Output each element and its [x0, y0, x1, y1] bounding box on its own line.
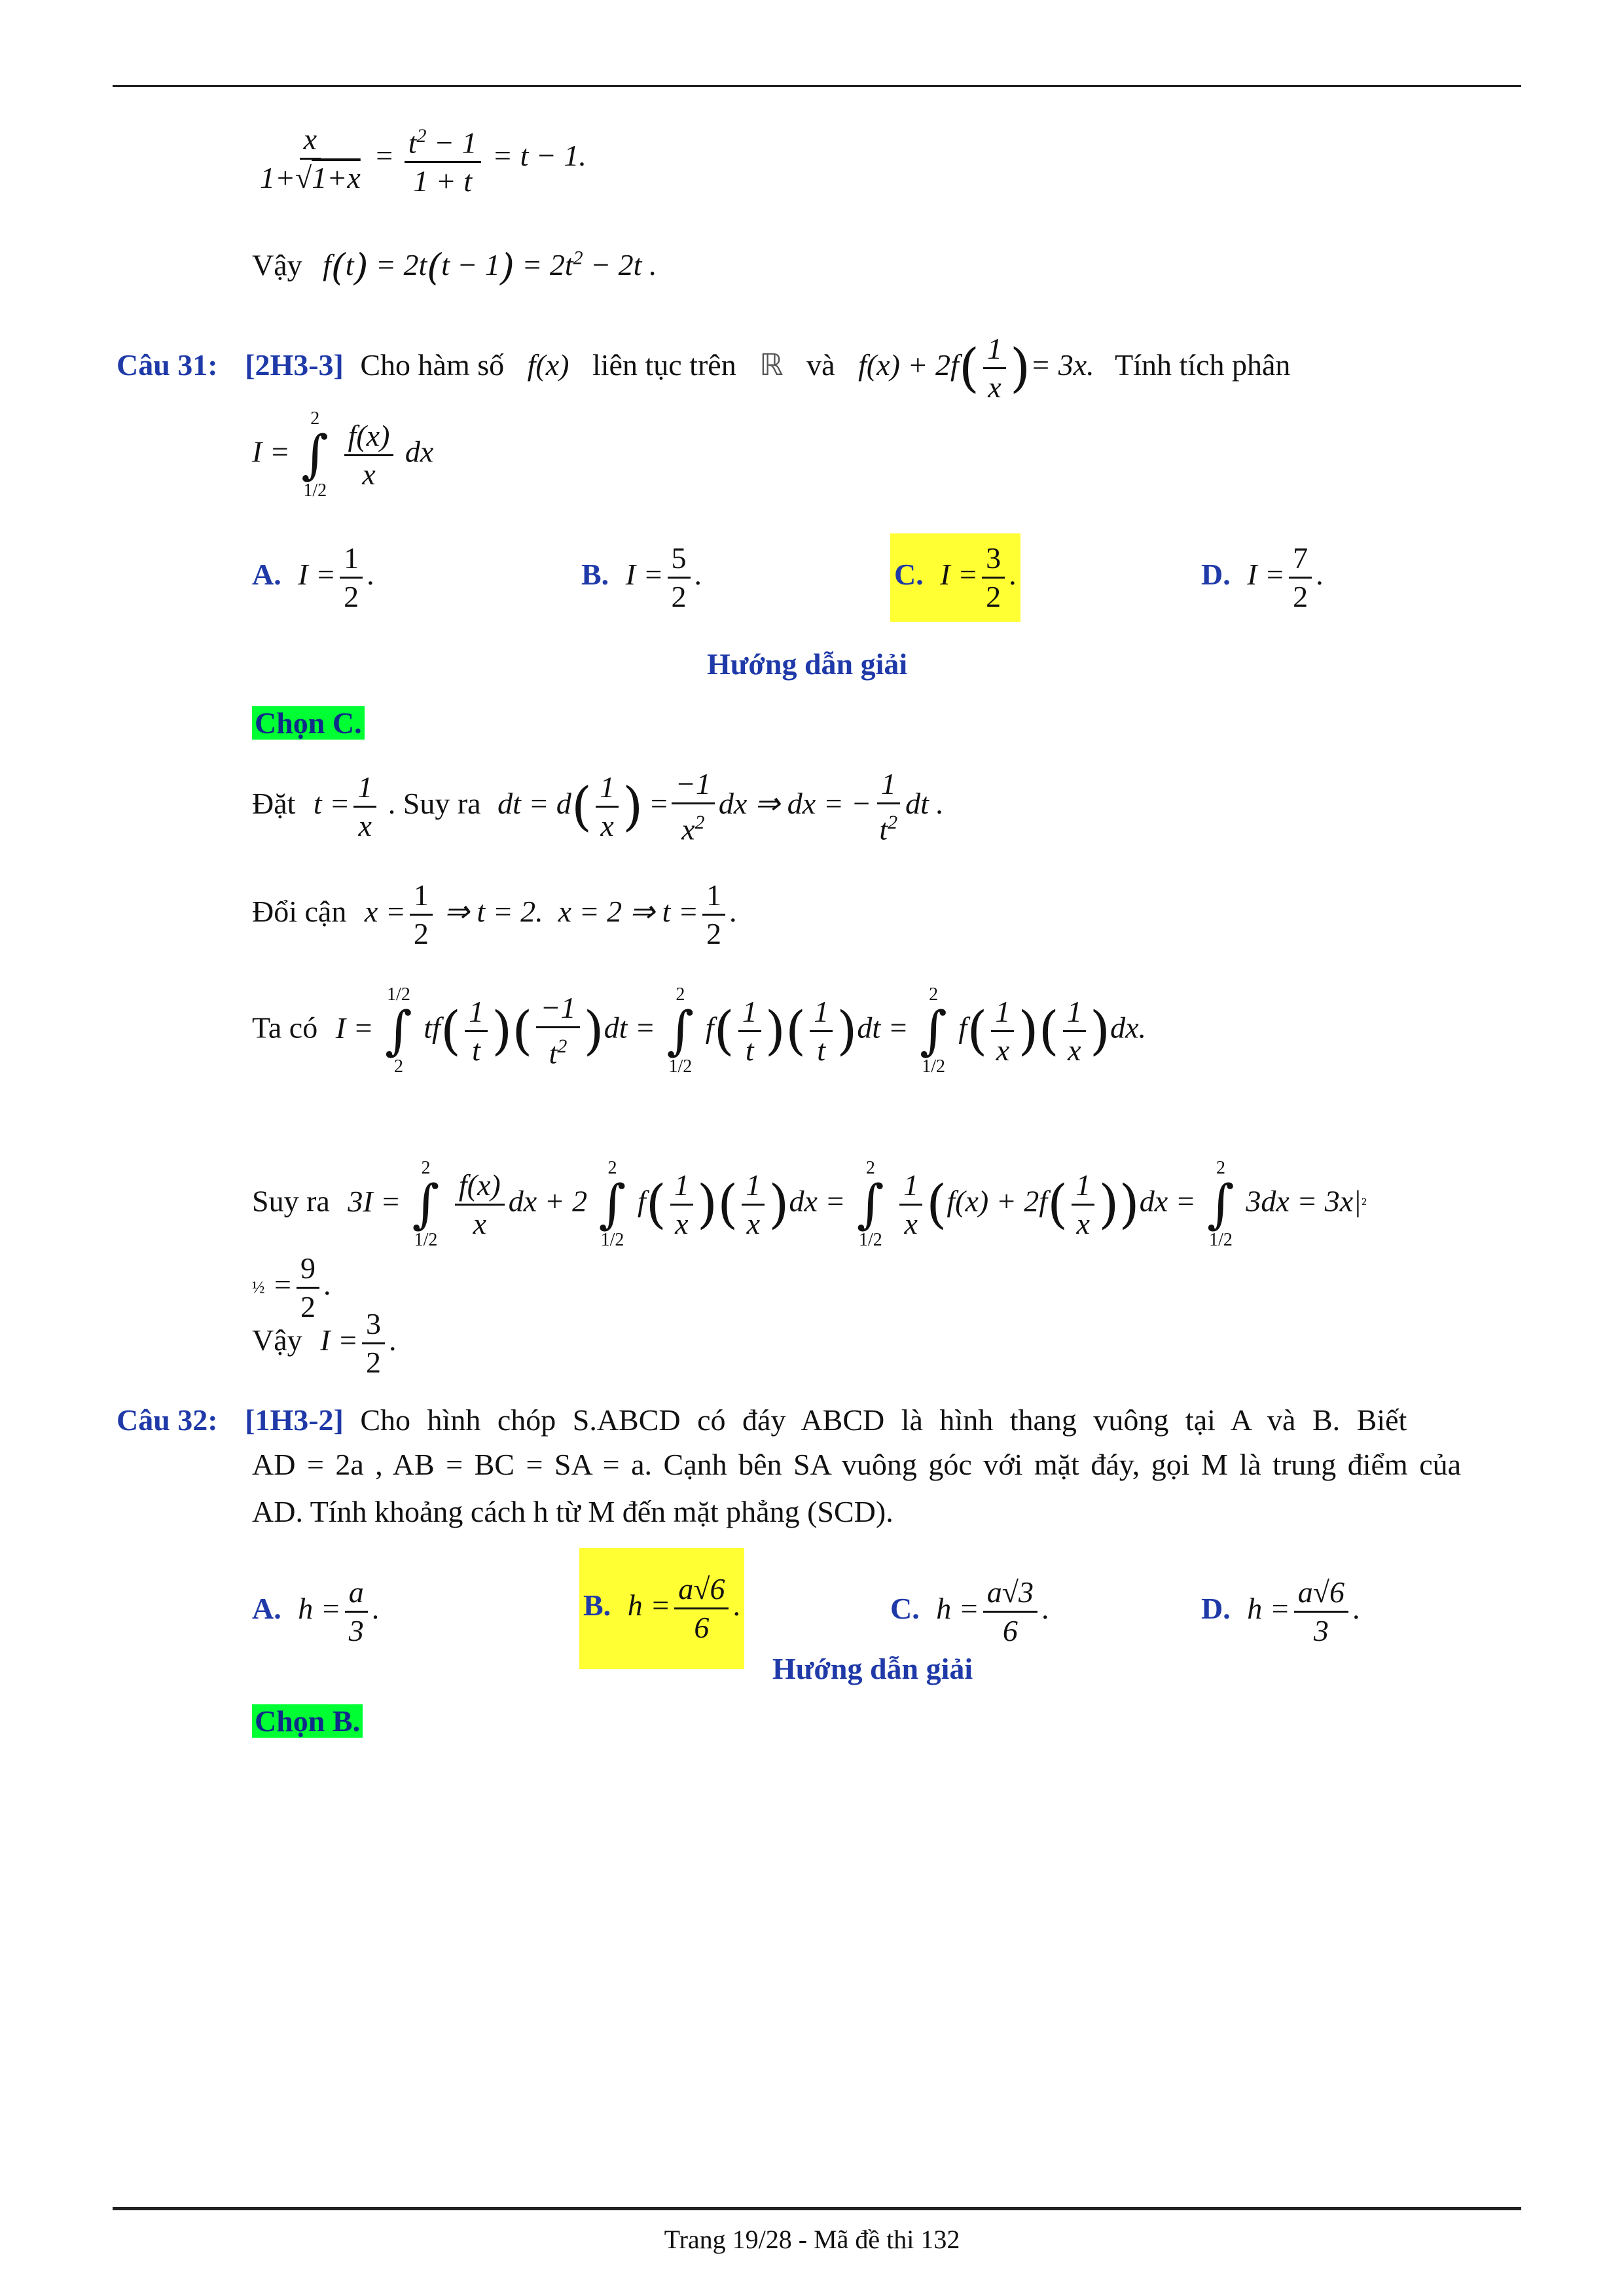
q32-option-c[interactable]: C. h = $\frac{a√3}{6}$ .	[890, 1575, 1049, 1647]
q31-text4: Tính tích phân	[1115, 348, 1291, 382]
prev-conclusion: Vậy $f(t) = 2t(t - 1) = 2t^2 - 2t$ .	[252, 246, 657, 289]
q31-step4: Suy ra 3I = 2 ∫ 1/2 $\frac{f(x)}{x}$ dx + 2 2 ∫ 1/2 f( $\frac{1}{x}$ )( $\frac{1}{x}$ )dx = 2 ∫ 1/2 $\frac{1}{x}$ (f(x) + 2f( $\frac{1}{x}$ ))dx = 2 ∫ 1/2 3dx = 3x|² ½ = $\frac{9}{2}$ .	[252, 1158, 1367, 1323]
q31-final: Vậy I = $\frac{3}{2}$ .	[252, 1307, 397, 1379]
q31-text2: liên tục trên	[592, 348, 736, 382]
q32-code: [1H3-2]	[245, 1403, 344, 1437]
q32-answer	[252, 1702, 363, 1741]
q32-answer-badge: Chọn B.	[252, 1704, 363, 1738]
q32-guide-title: Hướng dẫn giải	[772, 1652, 973, 1685]
page-footer: Trang 19/28 - Mã đề thi 132	[664, 2225, 960, 2254]
q31-option-c[interactable]: C. I = $\frac{3}{2}$ .	[890, 533, 1020, 622]
q32-option-b[interactable]: B. h = $\frac{a√6}{6}$ .	[579, 1548, 744, 1669]
q31-label: Câu 31:	[117, 348, 218, 382]
q31-code: [2H3-3]	[245, 348, 344, 382]
q31-answer	[252, 704, 365, 743]
q32-line2: AD = 2a , AB = BC = SA = a. Cạnh bên SA vuông góc với mặt đáy, gọi M là trung điểm của	[252, 1448, 1462, 1481]
q32-text-line1: Cho hình chóp S.ABCD có đáy ABCD là hình thang vuông tại A và B. Biết	[360, 1403, 1407, 1437]
header-rule	[113, 85, 1521, 87]
q31-statement: Câu 31: [2H3-3] Cho hàm số f(x) liên tục trên ℝ và f(x) + 2f( $\frac{1}{x}$ )= 3x. Tính tích phân	[117, 332, 1291, 404]
footer-rule	[113, 2207, 1521, 2210]
q31-integral-def: I = 2 ∫ 1/2 $\frac{f(x)}{x}$ dx	[252, 408, 434, 501]
vay-label: Vậy	[252, 248, 302, 282]
q31-guide-title: Hướng dẫn giải	[707, 647, 908, 681]
q31-step2: Đổi cận x = $\frac{1}{2}$ ⇒ t = 2. x = 2 ⇒ t = $\frac{1}{2}$ .	[252, 878, 737, 950]
q32-line3: AD. Tính khoảng cách h từ M đến mặt phẳng (SCD).	[252, 1495, 893, 1528]
q31-text1: Cho hàm số	[360, 348, 505, 382]
q32-line1	[117, 1401, 1407, 1440]
q31-answer-badge: Chọn C.	[252, 706, 365, 740]
q32-label: Câu 32:	[117, 1403, 218, 1437]
q32-option-d[interactable]: D. h = $\frac{a√6}{3}$ .	[1201, 1575, 1360, 1647]
q31-option-d[interactable]: D. I = $\frac{7}{2}$ .	[1201, 541, 1324, 613]
q31-option-a[interactable]: A. I = $\frac{1}{2}$ .	[252, 541, 374, 613]
q31-step1: Đặt t = $\frac{1}{x}$ . Suy ra dt = d( $\frac{1}{x}$ ) = $\frac{-1}{x^2}$ dx ⇒ dx = − $\frac{1}{t^2}$ dt .	[252, 767, 944, 846]
q31-step3: Ta có I = 1/2 ∫ 2 tf( $\frac{1}{t}$ )( $\frac{-1}{t^2}$ )dt = 2 ∫ 1/2 f( $\frac{1}{t}$ )( $\frac{1}{t}$ )dt = 2 ∫ 1/2 f( $\frac{1}{x}$ )( $\frac{1}{x}$ )dx.	[252, 984, 1146, 1077]
q31-option-b[interactable]: B. I = $\frac{5}{2}$ .	[581, 541, 702, 613]
prev-equation-1: $\frac{x}{1+√1+x}$ = $\frac{t^2 - 1}{1 + t}$ = t − 1.	[252, 118, 586, 200]
q32-option-a[interactable]: A. h = $\frac{a}{3}$ .	[252, 1575, 380, 1647]
q31-text3: và	[806, 348, 835, 382]
